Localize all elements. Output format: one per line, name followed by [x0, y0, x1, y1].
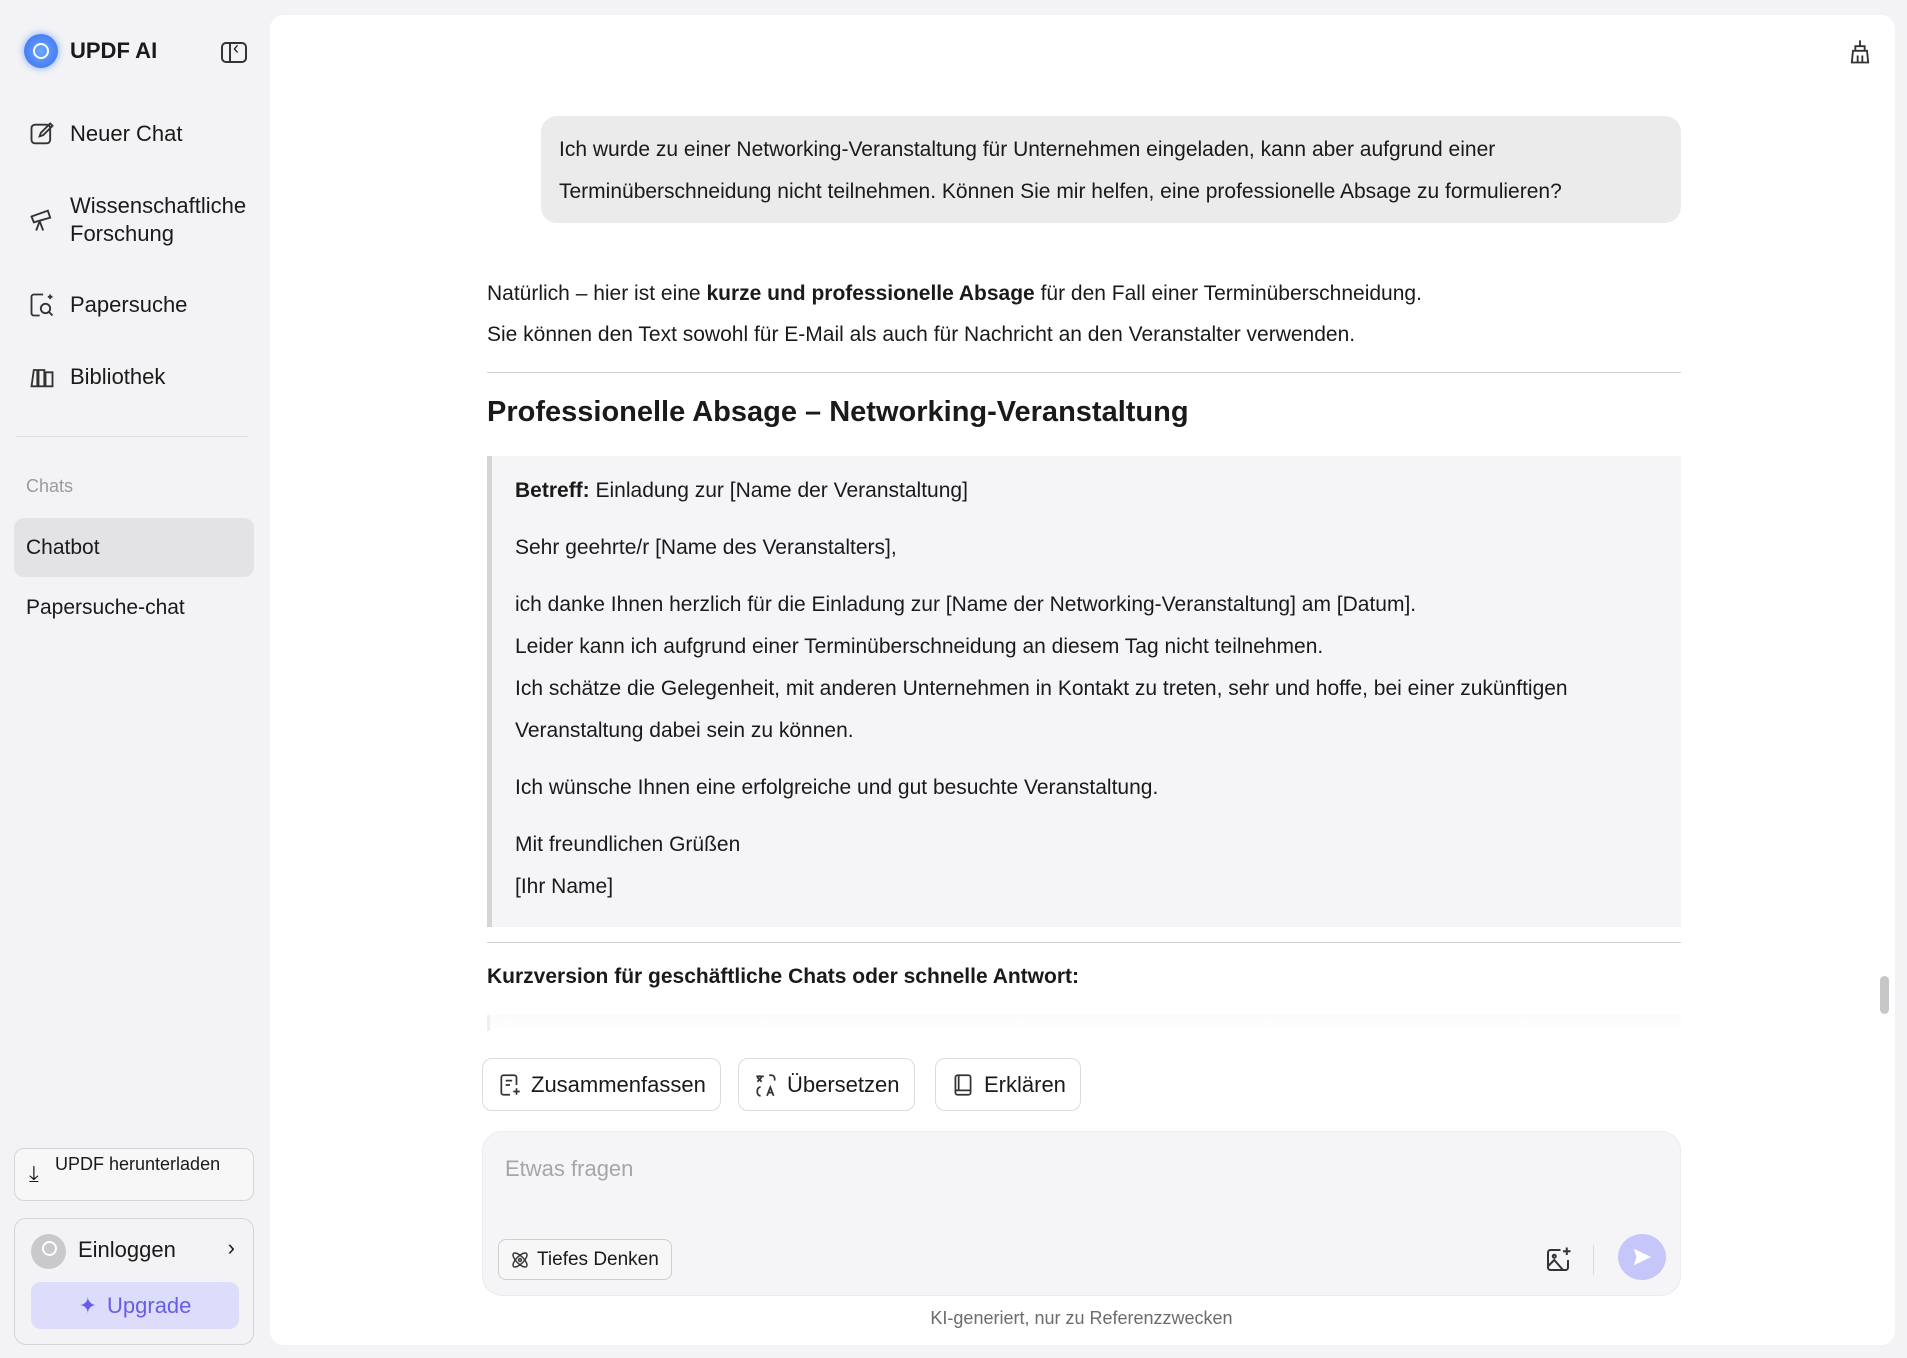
intro-line2: Sie können den Text sowohl für E-Mail als auch für Nachricht an den Veranstalter verwenden.: [487, 323, 1356, 346]
summarize-button[interactable]: [482, 1058, 721, 1111]
intro-bold: kurze und professionelle Absage: [706, 282, 1035, 305]
explain-button[interactable]: [935, 1058, 1081, 1111]
nav-label: Wissenschaftliche Forschung: [70, 193, 247, 246]
letter-wish: Ich wünsche Ihnen eine erfolgreiche und gut besuchte Veranstaltung.: [515, 776, 1159, 799]
upgrade-label: Upgrade: [107, 1292, 192, 1318]
brand: [24, 34, 157, 68]
intro-text-end: für den Fall einer Terminüberschneidung.: [1034, 282, 1422, 305]
faded-blockquote: [487, 1015, 1681, 1031]
subject-label: Betreff:: [515, 479, 590, 502]
letter-closing: [515, 824, 1681, 908]
nav-label: Neuer Chat: [70, 121, 183, 146]
letter-body: [515, 584, 1681, 752]
summarize-icon: [497, 1072, 523, 1098]
translate-button[interactable]: [738, 1058, 915, 1111]
deep-think-toggle[interactable]: [498, 1239, 672, 1280]
chat-item-papersuche[interactable]: Papersuche-chat: [26, 595, 185, 619]
clear-chat-icon[interactable]: [1846, 38, 1874, 66]
signature-name: [Ihr Name]: [515, 875, 614, 898]
download-label: UPDF herunterladen: [55, 1154, 221, 1174]
edit-icon: [28, 120, 56, 148]
nav-library[interactable]: [28, 363, 165, 391]
nav-research[interactable]: [28, 192, 258, 248]
send-button[interactable]: [1618, 1234, 1666, 1280]
login-link[interactable]: Einloggen: [78, 1237, 176, 1262]
action-label: Erklären: [984, 1071, 1066, 1097]
send-icon: [1631, 1246, 1653, 1268]
chats-section-label: Chats: [26, 476, 74, 496]
sidebar: [0, 0, 270, 1358]
disclaimer: KI-generiert, nur zu Referenzzwecken: [930, 1308, 1233, 1328]
avatar[interactable]: [31, 1234, 66, 1269]
nav-new-chat[interactable]: [28, 120, 183, 148]
translate-icon: [753, 1072, 779, 1098]
salutation: Sehr geehrte/r [Name des Veranstalters],: [515, 536, 897, 559]
assistant-intro: [487, 273, 1681, 355]
chat-input[interactable]: [505, 1156, 1605, 1182]
response-heading: Professionelle Absage – Networking-Veranstaltung: [487, 396, 1189, 428]
download-updf-button[interactable]: [14, 1148, 254, 1201]
download-icon: ⤓: [29, 1161, 39, 1186]
intro-text: Natürlich – hier ist eine: [487, 282, 707, 305]
chat-input-box: [482, 1131, 1681, 1296]
action-label: Übersetzen: [787, 1071, 900, 1097]
updf-logo-icon: [24, 34, 58, 68]
atom-icon: [509, 1249, 531, 1271]
sparkle-icon: ✦: [78, 1292, 98, 1318]
short-version-heading: Kurzversion für geschäftliche Chats oder schnelle Antwort:: [487, 965, 1079, 988]
collapse-sidebar-icon[interactable]: [221, 42, 247, 63]
paper-search-icon: [28, 291, 56, 319]
nav-label: Bibliothek: [70, 364, 166, 389]
letter-blockquote: [487, 456, 1681, 927]
chevron-right-icon[interactable]: ›: [227, 1235, 235, 1260]
upgrade-button[interactable]: [31, 1282, 239, 1329]
library-icon: [28, 363, 56, 391]
user-message: Ich wurde zu einer Networking-Veranstaltung für Unternehmen eingeladen, kann aber aufgrund einer Terminüberschneidung nicht teilnehmen. Können Sie mir helfen, eine professionelle Absage zu formulieren?: [541, 116, 1681, 223]
image-upload-icon[interactable]: [1543, 1245, 1573, 1275]
separator: [487, 372, 1681, 373]
input-divider: [1593, 1245, 1594, 1275]
subject-text: Einladung zur [Name der Veranstaltung]: [589, 479, 968, 502]
telescope-icon: [28, 206, 56, 234]
nav-label: Papersuche: [70, 292, 188, 317]
separator: [487, 942, 1681, 943]
scrollbar[interactable]: [1880, 976, 1889, 1014]
body-line: Leider kann ich aufgrund einer Terminüberschneidung an diesem Tag nicht teilnehmen.: [515, 635, 1324, 658]
book-icon: [950, 1072, 976, 1098]
body-line: Ich schätze die Gelegenheit, mit anderen Unternehmen in Kontakt zu treten, sehr und hoffe, bei einer zukünftigen Veranstaltung dabei sein zu können.: [515, 677, 1568, 742]
body-line: ich danke Ihnen herzlich für die Einladung zur [Name der Networking-Veranstaltung] am [Datum].: [515, 593, 1417, 616]
deep-think-label: Tiefes Denken: [537, 1248, 659, 1270]
chat-item-chatbot[interactable]: Chatbot: [14, 518, 254, 577]
login-panel: [14, 1218, 254, 1345]
nav-paper-search[interactable]: [28, 291, 187, 319]
brand-name: UPDF AI: [70, 38, 158, 63]
closing: Mit freundlichen Grüßen: [515, 833, 741, 856]
action-label: Zusammenfassen: [531, 1071, 706, 1097]
sidebar-divider: [16, 436, 248, 437]
